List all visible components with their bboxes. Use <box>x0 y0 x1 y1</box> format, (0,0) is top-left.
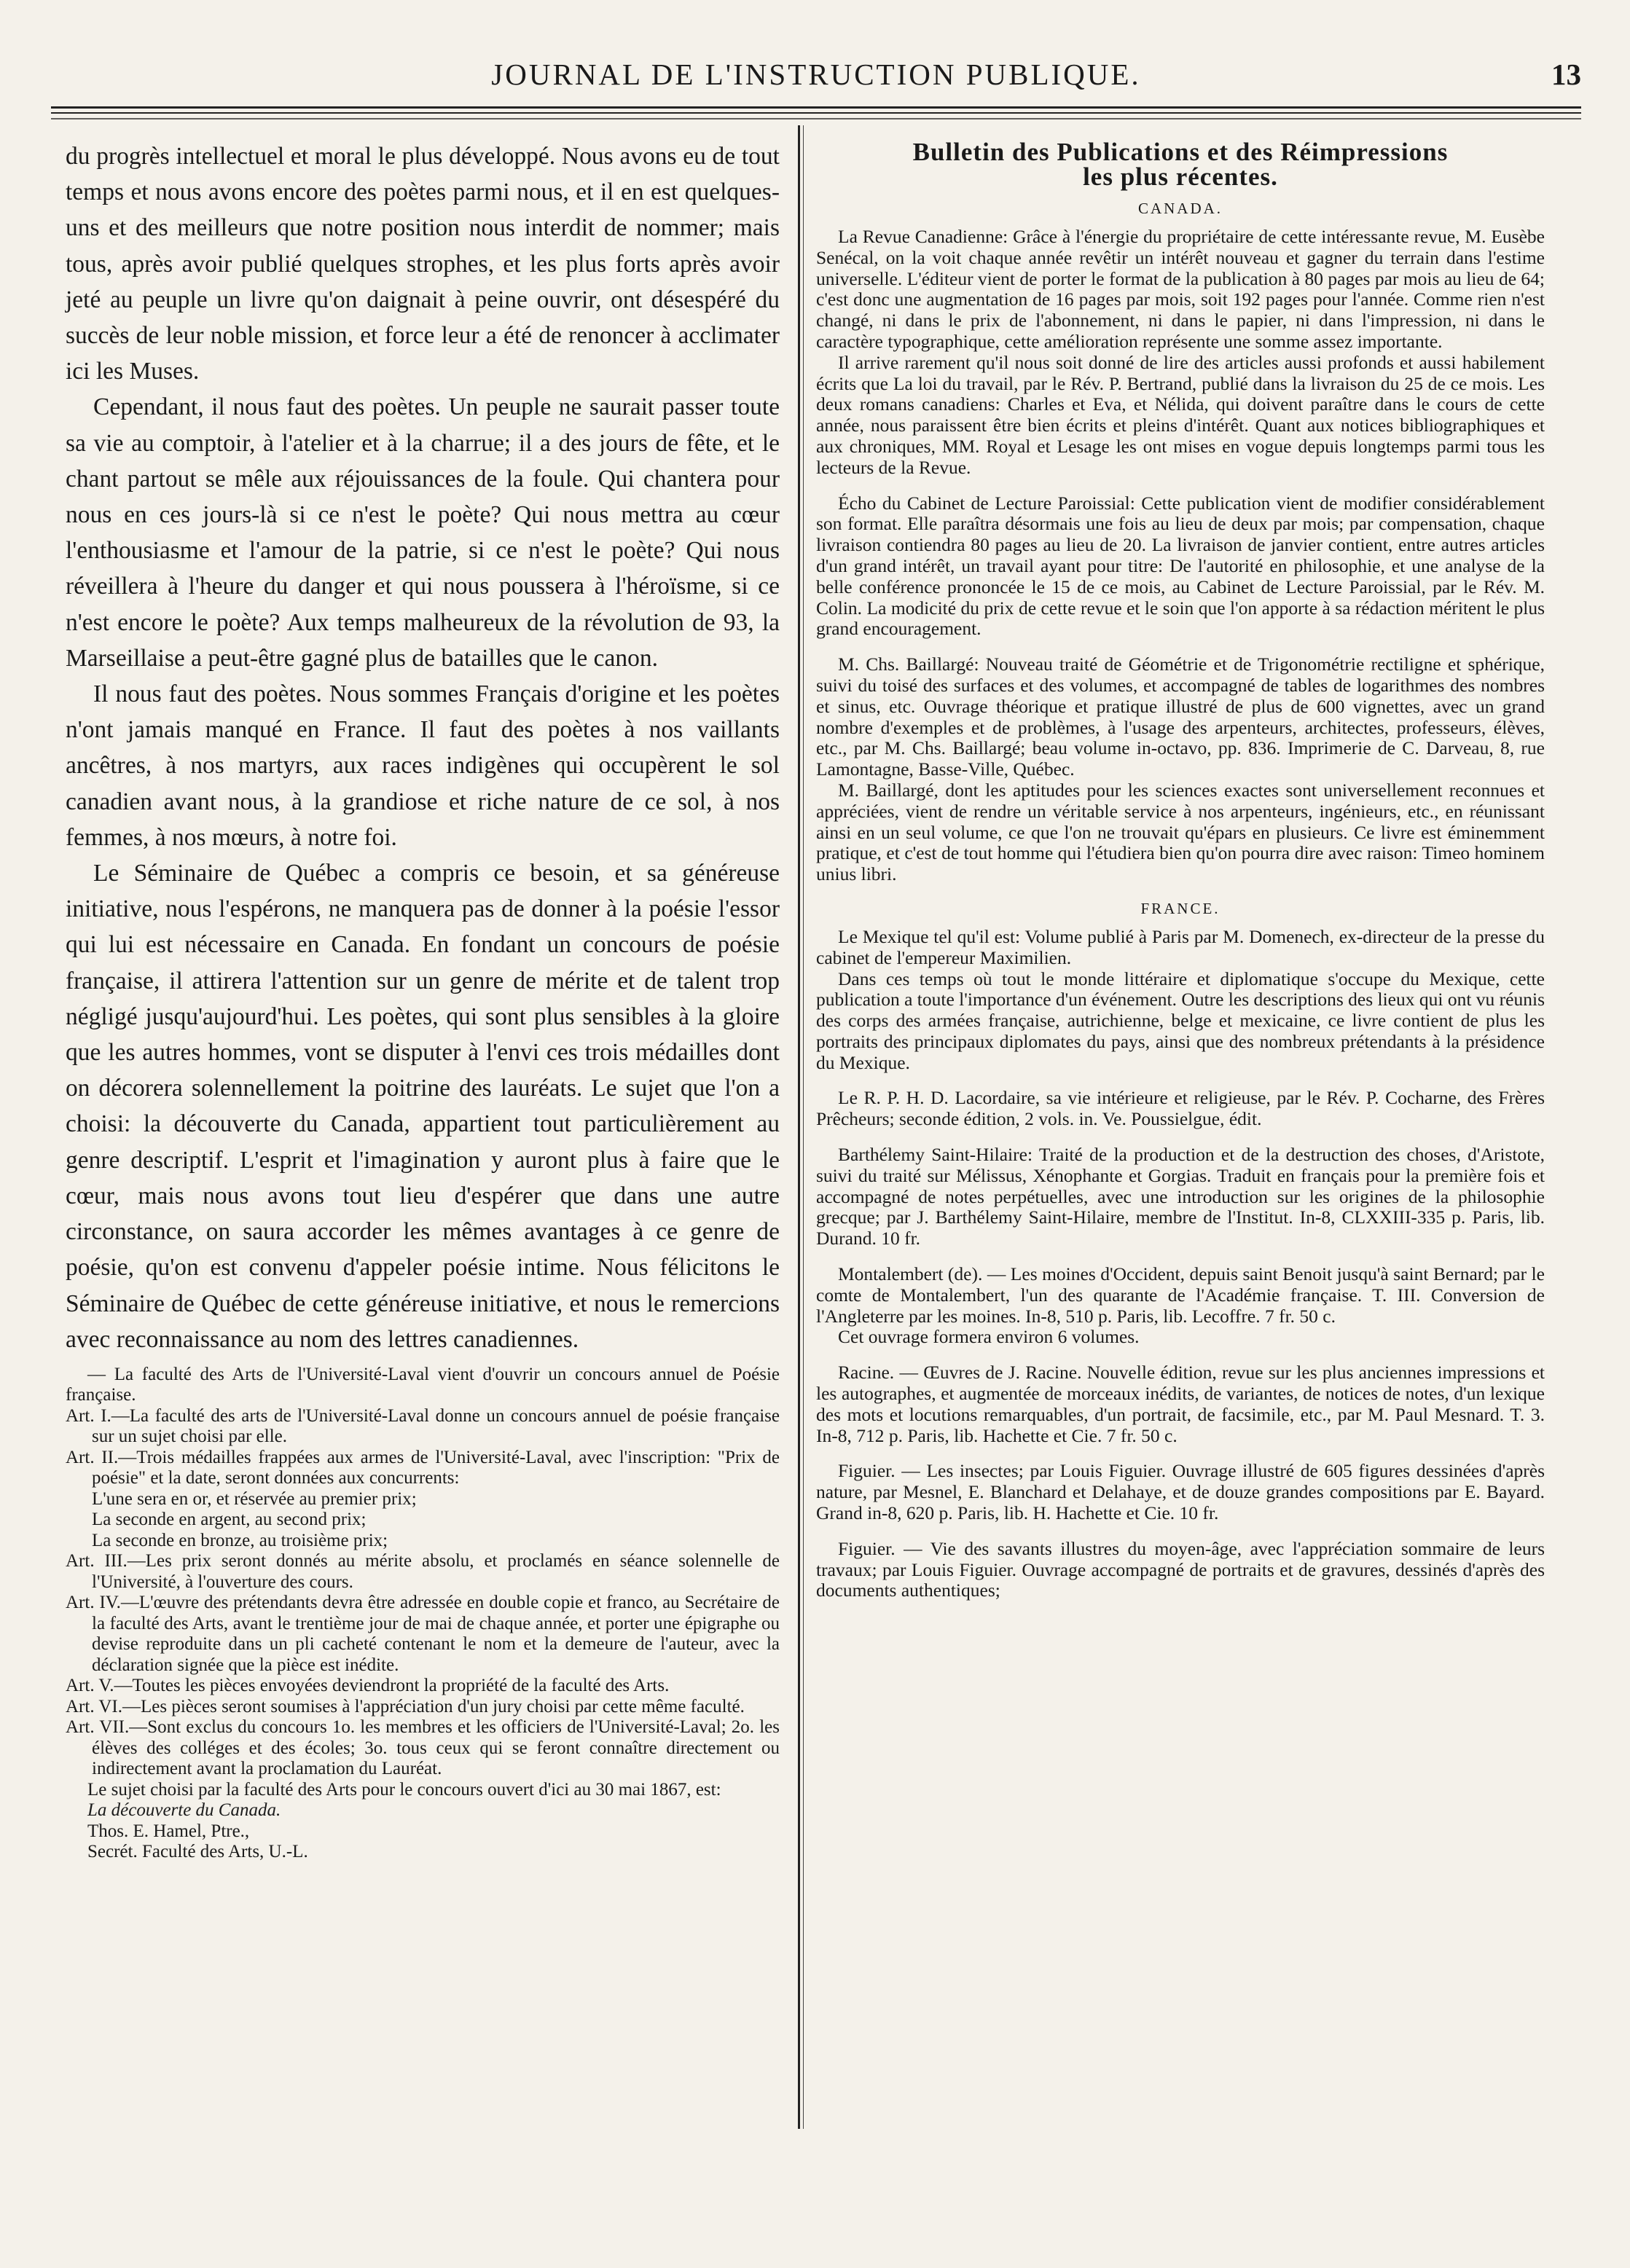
right-column <box>816 140 1545 1616</box>
article-paragraph: Cependant, il nous faut des poètes. Un peuple ne saurait passer toute sa vie au comptoir, à l'atelier et à la charrue; il a des jours de fête, et le chant partout se mêle aux réjouissances de la foule. Qui chantera pour nous en ces jours-là si ce n'est le poète? Qui nous mettra au cœur l'enthousiasme et l'amour de la patrie, si ce n'est le poète? Qui nous réveillera à l'heure du danger et qui nous poussera à l'héroïsme, si ce n'est encore le poète? Aux temps malheureux de la révolution de 93, la Marseillaise a peut-être gagné plus de batailles que le canon. <box>66 393 780 672</box>
column-divider <box>798 125 800 2129</box>
left-column <box>66 138 780 1863</box>
entry-text: Cet ouvrage formera environ 6 volumes. <box>838 1326 1140 1348</box>
entry-text: Montalembert (de). — Les moines d'Occident, depuis saint Benoit jusqu'à saint Bernard; par le comte de Montalembert, l'un des quarante de l'Académie française. T. III. Conversion de l'Angleterre par les moines. In-8, 510 p. Paris, lib. Lecoffre. 7 fr. 50 c. <box>816 1263 1545 1327</box>
entry-text: Il arrive rarement qu'il nous soit donné de lire des articles aussi profonds et aussi habilement écrits que La loi du travail, par le Rév. P. Bertrand, publié dans la livraison du 25 de ce mois. Les deux romans canadiens: Charles et Eva, et Nélida, qui doivent paraître dans le cours de cette année, nous paraissent être bien écrits et pleins d'intérêt. Quant aux notices bibliographiques et aux chroniques, MM. Royal et Lesage les ont mises en vogue depuis longtemps parmi tous les lecteurs de la Revue. <box>816 351 1545 478</box>
publication-entry <box>816 493 1545 640</box>
entry-text: Racine. — Œuvres de J. Racine. Nouvelle édition, revue sur les plus anciennes impressions et les autographes, et augmentée de morceaux inédits, de variantes, de notices de notes, d'un lexique des mots et locutions remarquables, d'un portrait, de facsimile, etc., par M. Paul Mesnard. T. 3. In-8, 712 p. Paris, lib. Hachette et Cie. 7 fr. 50 c. <box>816 1362 1545 1446</box>
notice-article: Art. V.—Toutes les pièces envoyées deviendront la propriété de la faculté des Arts. <box>66 1676 670 1696</box>
article-paragraph: Le Séminaire de Québec a compris ce besoin, et sa généreuse initiative, nous l'espérons, ne manquera pas de donner à la poésie l'essor qui lui est nécessaire en Canada. En fondant un concours de poésie française, il attirera l'attention sur un genre de mérite et de talent trop négligé jusqu'aujourd'hui. Les poètes, qui sont plus sensibles à la gloire que les autres hommes, vont se disputer à l'envi ces trois médailles dont on décorera solennellement la poitrine des lauréats. Le sujet que l'on a choisi: la découverte du Canada, appartient tout particulièrement au genre descriptif. L'esprit et l'imagination y auront plus à faire que le cœur, mais nous avons tout lieu d'espérer que dans une autre circonstance, on saura accorder les mêmes avantages à ce genre de poésie, qu'on est convenu d'appeler poésie intime. Nous félicitons le Séminaire de Québec de cette généreuse initiative, et nous le remercions avec reconnaissance au nom des lettres canadiennes. <box>66 860 780 1353</box>
publication-entry <box>816 654 1545 885</box>
journal-title: JOURNAL DE L'INSTRUCTION PUBLIQUE. <box>491 58 1141 91</box>
notice-article: Art. III.—Les prix seront donnés au mérite absolu, et proclamés en séance solennelle de l'Université, à l'ouverture des cours. <box>66 1551 780 1592</box>
section-label-france: FRANCE. <box>1140 899 1220 917</box>
publication-entry <box>816 927 1545 1074</box>
entry-text: Figuier. — Les insectes; par Louis Figuier. Ouvrage illustré de 605 figures dessinées d'après nature, par Mesnel, E. Blanchard et Delahaye, et de douze grandes compositions par E. Bayard. Grand in-8, 620 p. Paris, lib. H. Hachette et Cie. 10 fr. <box>816 1460 1545 1524</box>
publication-entry <box>816 1461 1545 1523</box>
notice-article: Art. VII.—Sont exclus du concours 1o. les membres et les officiers de l'Université-Laval; 2o. les élèves des colléges et des écoles; 3o. tous ceux qui se feront connaître directement ou indirectement avant la proclamation du Lauréat. <box>66 1717 780 1779</box>
notice-subject: La découverte du Canada. <box>87 1800 281 1821</box>
entry-text: M. Baillargé, dont les aptitudes pour les sciences exactes sont universellement reconnues et appréciées, vient de rendre un véritable service à nos arpenteurs, ingénieurs, etc., en réunissant ainsi en un seul volume, ce que l'on ne trouvait qu'épars en plusieurs. Ce livre est éminemment pratique, et c'est de tout homme qui l'étudiera bien qu'on pourra dire avec raison: Timeo hominem unius libri. <box>816 779 1545 885</box>
bulletin-title: Bulletin des Publications et des Réimpressions <box>912 138 1449 166</box>
notice-article: Art. IV.—L'œuvre des prétendants devra être adressée en double copie et franco, au Secrétaire de la faculté des Arts, avant le trentième jour de mai de chaque année, et porter une épigraphe ou devise reproduite dans un pli cacheté contenant le nom et la demeure de l'auteur, avec la déclaration signée que la pièce est inédite. <box>66 1593 780 1675</box>
notice-article: Art. II.—Trois médailles frappées aux armes de l'Université-Laval, avec l'inscription: "Prix de poésie" et la date, seront données aux concurrents: <box>66 1447 780 1488</box>
entry-text: M. Chs. Baillargé: Nouveau traité de Géométrie et de Trigonométrie rectiligne et sphérique, suivi du toisé des surfaces et des volumes, et accompagné de tables de logarithmes des nombres et sinus, etc. Ouvrage théorique et pratique illustré de plus de 600 vignettes, avec un grand nombre d'exemples et de problèmes, à l'usage des arpenteurs, architectes, professeurs, élèves, etc., par M. Chs. Baillargé; beau volume in-octavo, pp. 836. Imprimerie de C. Darveau, 8, rue Lamontagne, Basse-Ville, Québec. <box>816 654 1545 780</box>
entry-text: Écho du Cabinet de Lecture Paroissial: Cette publication vient de modifier considérablement son format. Elle paraîtra désormais une fois au lieu de deux par mois; par compensation, chaque livraison contiendra 80 pages au lieu de 20. La livraison de janvier contient, entre autres articles d'un grand intérêt, un travail ayant pour titre: De l'autorité en philosophie, et une analyse de la belle conférence prononcée le 15 de ce mois, au Cabinet de Lecture Paroissial, par le Rév. M. Colin. La modicité du prix de cette revue et le soin que l'on apporte à sa rédaction méritent le plus grand encouragement. <box>816 492 1545 640</box>
entry-text: Figuier. — Vie des savants illustres du moyen-âge, avec l'appréciation sommaire de leurs travaux; par Louis Figuier. Ouvrage accompagné de portraits et de gravures, dessinés d'après des documents authentiques; <box>816 1537 1545 1601</box>
entry-text: Dans ces temps où tout le monde littéraire et diplomatique s'occupe du Mexique, cette publication a toute l'importance d'un événement. Outre les descriptions des lieux qui ont vu réunis des corps des armées française, autrichienne, belge et mexicaine, ce livre contient de plus les portraits des principaux diplomates du pays, ainsi que des nombreux prétendants à la présidence du Mexique. <box>816 968 1545 1073</box>
entry-text: Le Mexique tel qu'il est: Volume publié à Paris par M. Domenech, ex-directeur de la presse du cabinet de l'empereur Maximilien. <box>816 925 1545 968</box>
notice-prize: La seconde en bronze, au troisième prix; <box>92 1530 388 1550</box>
header-rule <box>51 106 1581 109</box>
signature-title: Secrét. Faculté des Arts, U.-L. <box>87 1842 308 1862</box>
notice-article: Art. VI.—Les pièces seront soumises à l'appréciation d'un jury choisi par cette même faculté. <box>66 1696 745 1716</box>
entry-text: Le R. P. H. D. Lacordaire, sa vie intérieure et religieuse, par le Rév. P. Cocharne, des Frères Prêcheurs; seconde édition, 2 vols. in. Ve. Poussielgue, édit. <box>816 1087 1545 1130</box>
article-paragraph: du progrès intellectuel et moral le plus développé. Nous avons eu de tout temps et nous avons encore des poètes parmi nous, et il en est quelques-uns et des meilleurs que notre position nous interdit de nommer; mais tous, après avoir publié quelques strophes, et les plus forts après avoir jeté au peuple un livre qu'on daignait à peine ouvrir, ont désespéré du succès de leur noble mission, et force leur a été de renoncer à acclimater ici les Muses. <box>66 143 780 385</box>
publication-entry <box>816 227 1545 479</box>
page-number: 13 <box>1551 58 1581 91</box>
signature-name: Thos. E. Hamel, Ptre., <box>87 1821 250 1841</box>
article-paragraph: Il nous faut des poètes. Nous sommes Français d'origine et les poètes n'ont jamais manqué en France. Il faut des poètes à nos vaillants ancêtres, à nos martyrs, aux races indigènes qui occupèrent le sol canadien avant nous, à la grandiose et riche nature de ce sol, à nos femmes, à nos mœurs, à notre foi. <box>66 680 780 851</box>
editorial-article <box>66 138 780 1357</box>
publication-entry <box>816 1088 1545 1130</box>
notice-prize: L'une sera en or, et réservée au premier prix; <box>92 1488 417 1509</box>
page-header <box>51 57 1581 101</box>
entry-text: Barthélemy Saint-Hilaire: Traité de la production et de la destruction des choses, d'Aristote, suivi du traité sur Mélissus, Xénophante et Gorgias. Traduit en français pour la première fois et accompagné de notes perpétuelles, avec une introduction sur les origines de la philosophie grecque; par J. Barthélemy Saint-Hilaire, membre de l'Institut. In-8, CLXXIII-335 p. Paris, lib. Durand. 10 fr. <box>816 1144 1545 1249</box>
notice-closing: Le sujet choisi par la faculté des Arts pour le concours ouvert d'ici au 30 mai 1867, est: <box>87 1779 721 1800</box>
header-rule-thin <box>51 118 1581 119</box>
header-rule-double <box>51 112 1581 114</box>
publication-entry <box>816 1264 1545 1348</box>
entry-text: La Revue Canadienne: Grâce à l'énergie du propriétaire de cette intéressante revue, M. Eusèbe Senécal, on la voit chaque année revêtir un intérêt nouveau et gagner du terrain dans l'estime universelle. L'éditeur vient de porter le format de la publication à 80 pages par mois au lieu de 64; c'est donc une augmentation de 16 pages par mois, soit 192 pages pour l'année. Comme rien n'est changé, ni dans le prix de l'abonnement, ni dans le papier, ni dans l'impression, ni dans le caractère typographique, cette amélioration représente une somme assez importante. <box>816 226 1545 352</box>
section-label-canada: CANADA. <box>1137 200 1223 217</box>
publication-entry <box>816 1362 1545 1446</box>
bulletin-title-line2: les plus récentes. <box>1083 162 1278 191</box>
notice-intro: — La faculté des Arts de l'Université-Laval vient d'ouvrir un concours annuel de Poésie française. <box>66 1364 780 1405</box>
notice-prize: La seconde en argent, au second prix; <box>92 1510 367 1530</box>
publication-entry <box>816 1539 1545 1601</box>
publication-entry <box>816 1145 1545 1249</box>
column-divider-thin <box>803 125 804 2129</box>
contest-notice <box>66 1365 780 1863</box>
notice-article: Art. I.—La faculté des arts de l'Université-Laval donne un concours annuel de poésie française sur un sujet choisi par elle. <box>66 1405 780 1447</box>
